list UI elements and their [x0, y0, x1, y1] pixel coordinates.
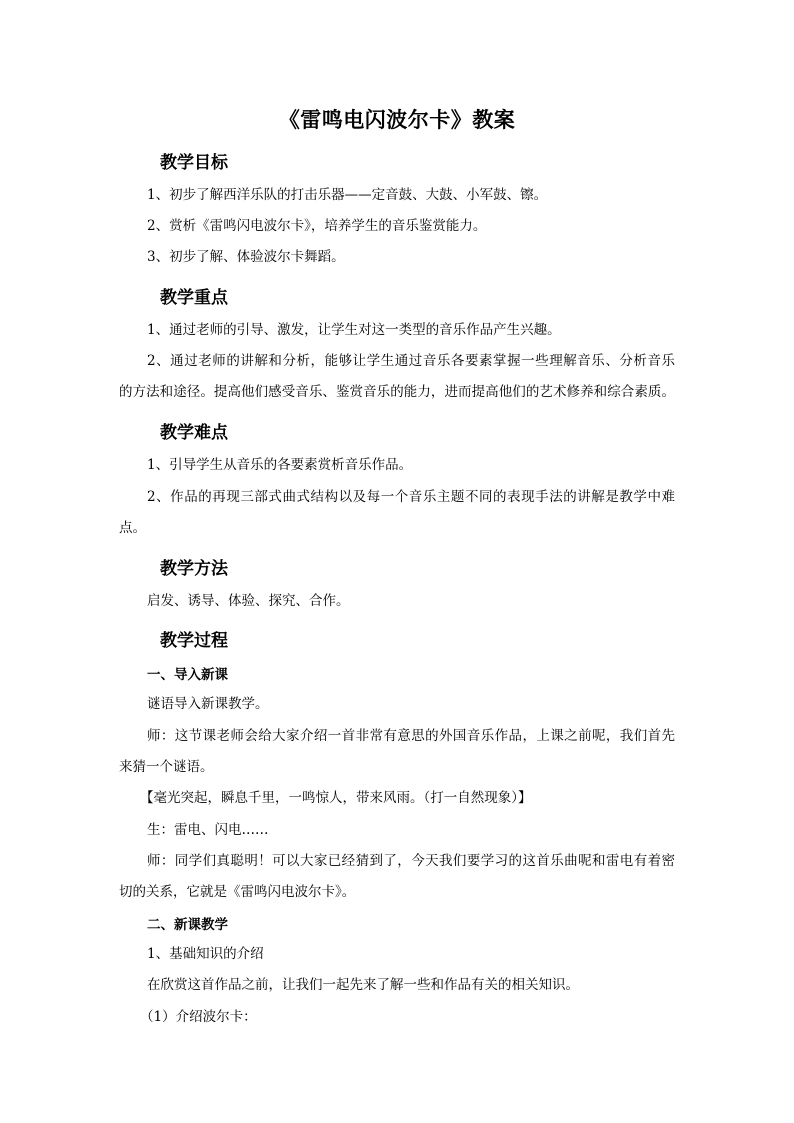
objective-item-1: 1、初步了解西洋乐队的打击乐器——定音鼓、大鼓、小军鼓、镲。 — [147, 187, 548, 203]
riddle-text: 【毫光突起，瞬息千里，一鸣惊人，带来风雨。（打一自然现象）】 — [140, 790, 532, 806]
introduction-paragraph-1: 谜语导入新课教学。 — [147, 696, 269, 712]
heading-key-points: 教学重点 — [160, 288, 228, 308]
subheading-introduction: 一、导入新课 — [147, 667, 228, 683]
key-point-item-1: 1、通过老师的引导、激发，让学生对这一类型的音乐作品产生兴趣。 — [147, 322, 561, 338]
heading-objectives: 教学目标 — [160, 153, 228, 173]
methods-text: 启发、诱导、体验、探究、合作。 — [147, 593, 350, 609]
new-lesson-paragraph: 在欣赏这首作品之前，让我们一起先来了解一些和作品有关的相关知识。 — [147, 977, 579, 993]
difficulty-item-1: 1、引导学生从音乐的各要素赏析音乐作品。 — [147, 457, 413, 473]
key-point-item-2-line-1: 2、通过老师的讲解和分析，能够让学生通过音乐各要素掌握一些理解音乐、分析音乐 — [147, 353, 675, 369]
teacher-line-2-cont: 切的关系，它就是《雷鸣闪电波尔卡》。 — [119, 884, 356, 900]
objective-item-3: 3、初步了解、体验波尔卡舞蹈。 — [147, 249, 345, 265]
heading-methods: 教学方法 — [160, 559, 228, 579]
heading-difficulties: 教学难点 — [160, 423, 228, 443]
subheading-new-lesson: 二、新课教学 — [147, 917, 228, 933]
objective-item-2: 2、赏析《雷鸣闪电波尔卡》，培养学生的音乐鉴赏能力。 — [147, 218, 487, 234]
teacher-line-2: 师：同学们真聪明！可以大家已经猜到了，今天我们要学习的这首乐曲呢和雷电有着密 — [147, 853, 675, 869]
key-point-item-2-line-2: 的方法和途径。提高他们感受音乐、鉴赏音乐的能力，进而提高他们的艺术修养和综合素质。 — [119, 384, 675, 400]
heading-process: 教学过程 — [160, 631, 228, 651]
difficulty-item-2-line-1: 2、作品的再现三部式曲式结构以及每一个音乐主题不同的表现手法的讲解是教学中难 — [147, 489, 675, 505]
polka-intro-heading: （1）介绍波尔卡： — [140, 1009, 257, 1025]
teacher-line-1: 师：这节课老师会给大家介绍一首非常有意思的外国音乐作品，上课之前呢，我们首先 — [147, 728, 675, 744]
document-title: 《雷鸣电闪波尔卡》教案 — [278, 107, 516, 132]
student-answer: 生：雷电、闪电…… — [147, 822, 269, 838]
teacher-line-1-cont: 来猜一个谜语。 — [119, 759, 214, 775]
difficulty-item-2-line-2: 点。 — [119, 520, 146, 536]
basic-knowledge-heading: 1、基础知识的介绍 — [147, 946, 264, 962]
